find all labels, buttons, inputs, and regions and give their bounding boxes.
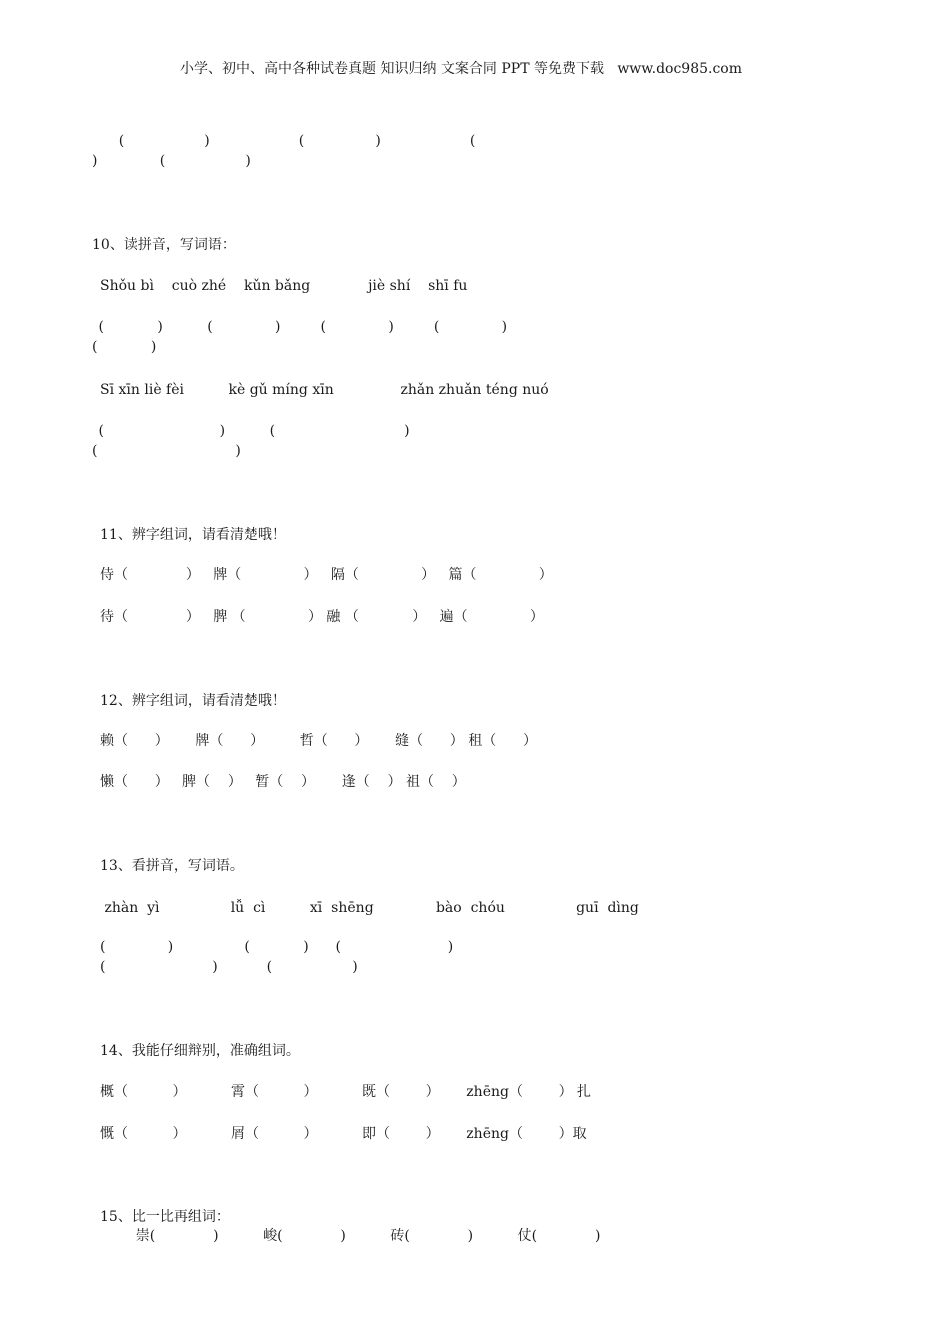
q13-title: 13、看拼音，写词语。 <box>100 858 244 874</box>
q11-title: 11、辨字组词，请看清楚哦！ <box>100 527 286 543</box>
prev-blank-line-1: ( ) ( ) ( <box>92 133 476 149</box>
q13-blank-row-b: ( ) ( ) <box>100 959 358 975</box>
q11-row-2: 待（ ） 脾 （ ） 融 （ ） 遍（ ） <box>100 609 544 625</box>
q12-row-1: 赖（ ） 牌（ ） 哲（ ） 缝（ ） 租（ ） <box>100 733 537 749</box>
q10-pinyin-row-2: Sī xīn liè fèi kè gǔ míng xīn zhǎn zhuǎn téng nuó <box>100 382 549 398</box>
prev-blank-line-2: ) ( ) <box>92 153 251 169</box>
q10-blank-row-1b: ( ) <box>92 339 157 355</box>
q10-title: 10、读拼音，写词语： <box>92 237 236 253</box>
q10-blank-row-1a: ( ) ( ) ( ) ( ) <box>94 319 508 335</box>
site-header: 小学、初中、高中各种试卷真题 知识归纳 文案合同 PPT 等免费下载 www.doc985.com <box>180 61 743 77</box>
q15-title: 15、比一比再组词： <box>100 1209 230 1225</box>
q14-row-2: 慨（ ） 屑（ ） 即（ ） zhēng（ ）取 <box>100 1126 587 1142</box>
q10-blank-row-2b: ( ) <box>92 443 241 459</box>
q15-row-1: 崇( ) 峻( ) 砖( ) 仗( ) <box>118 1228 601 1244</box>
q12-row-2: 懒（ ） 脾（ ） 暂（ ） 逢（ ） 祖（ ） <box>100 774 466 790</box>
q14-title: 14、我能仔细辩别，准确组词。 <box>100 1043 300 1059</box>
q10-pinyin-row-1: Shǒu bì cuò zhé kǔn bǎng jiè shí shī fu <box>100 278 468 294</box>
q13-pinyin-row: zhàn yì lǚ cì xī shēng bào chóu guī dìng <box>100 900 639 916</box>
q14-row-1: 概（ ） 霄（ ） 既（ ） zhēng（ ） 扎 <box>100 1084 592 1100</box>
q12-title: 12、辨字组词，请看清楚哦！ <box>100 693 286 709</box>
q11-row-1: 侍（ ） 牌（ ） 隔（ ） 篇（ ） <box>100 567 553 583</box>
q13-blank-row-a: ( ) ( ) ( ) <box>100 939 454 955</box>
q10-blank-row-2a: ( ) ( ) <box>94 423 410 439</box>
